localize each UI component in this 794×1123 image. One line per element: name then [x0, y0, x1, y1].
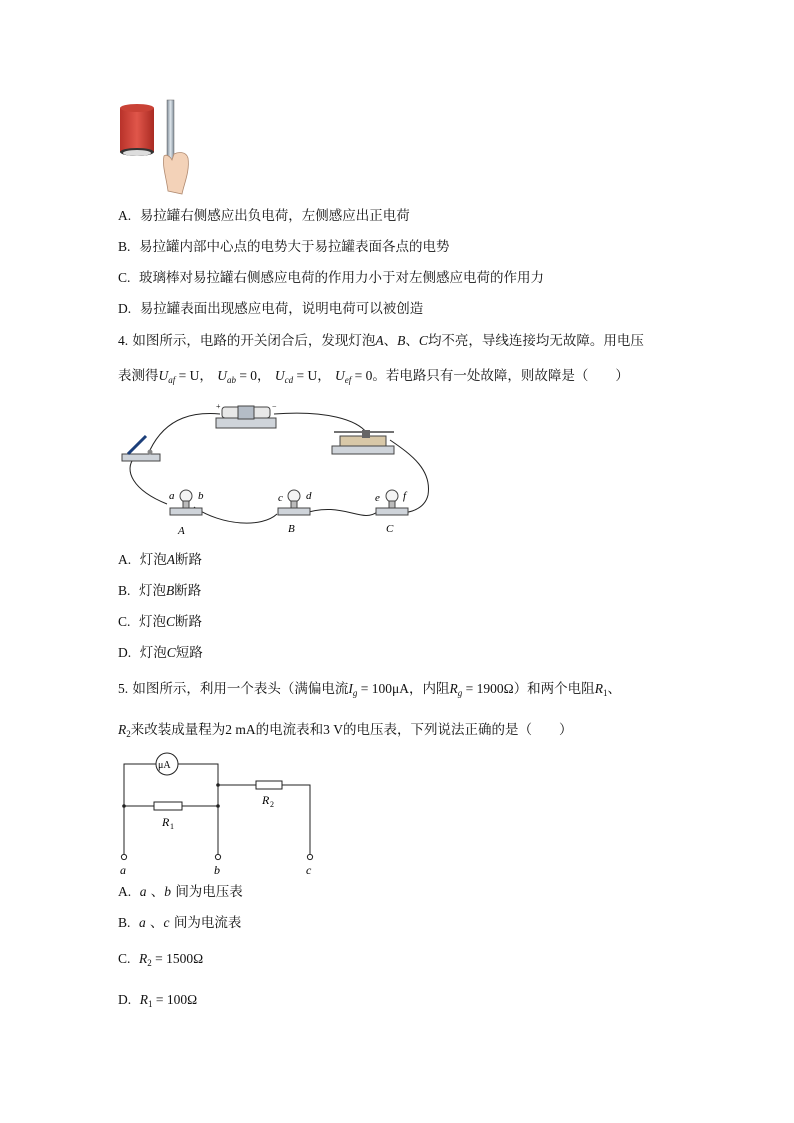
label-e: e: [375, 492, 380, 504]
label-r1-sub: 1: [170, 822, 174, 831]
can-and-rod-figure: [112, 96, 202, 198]
q5-option-d: D. $R_1 = 100\Omega$: [118, 992, 198, 1009]
label-bulb-c: C: [386, 523, 394, 535]
svg-text:+: +: [216, 402, 221, 411]
label-terminal-c: c: [306, 863, 312, 877]
q3-option-c: C. 玻璃棒对易拉罐右侧感应电荷的作用力小于对左侧感应电荷的作用力: [118, 270, 544, 286]
q5-circuit-diagram: [112, 750, 332, 882]
terminal-a: [121, 854, 126, 859]
r2-resistor-shape: [256, 781, 282, 789]
q5-stem-line-1: 5. 如图所示，利用一个表头（满偏电流$I_g = 100\mu A$，内阻$R_g = 1900\Omega$）和两个电阻$R_1$、: [118, 681, 621, 698]
terminal-c: [307, 854, 312, 859]
q4-circuit-figure: [112, 400, 442, 542]
label-r1: R: [162, 815, 170, 829]
microammeter-label: μA: [158, 760, 171, 771]
q5-option-b: B. a 、c 间为电流表: [118, 915, 242, 931]
svg-text:−: −: [272, 402, 277, 411]
battery-shape: [216, 402, 277, 428]
q3-option-b: B. 易拉罐内部中心点的电势大于易拉罐表面各点的电势: [118, 239, 450, 255]
rheostat-shape: [332, 430, 394, 454]
label-b: b: [198, 490, 204, 502]
can-shape: [120, 104, 154, 156]
q4-option-d: D. 灯泡C短路: [118, 645, 203, 661]
q4-wires: [130, 413, 429, 523]
q5-option-a: A. a 、b 间为电压表: [118, 884, 243, 900]
label-a: a: [169, 490, 175, 502]
terminal-b: [215, 854, 220, 859]
r1-resistor-shape: [154, 802, 182, 810]
label-c: c: [278, 492, 283, 504]
q4-stem-line-1: 4. 如图所示，电路的开关闭合后，发现灯泡A、B、C均不亮，导线连接均无故障。用电压: [118, 333, 644, 349]
q4-stem-line-2: 表测得$U_{af} = U$， $U_{ab} = 0$， $U_{cd} = U$， $U_{ef} = 0$。若电路只有一处故障，则故障是（ ）: [118, 368, 629, 385]
label-r2-sub: 2: [270, 800, 274, 809]
q3-option-a: A. 易拉罐右侧感应出负电荷，左侧感应出正电荷: [118, 208, 410, 224]
switch-shape: [122, 436, 160, 461]
label-bulb-b: B: [288, 523, 295, 535]
label-f: f: [403, 490, 407, 502]
q4-option-b: B. 灯泡B断路: [118, 583, 202, 599]
q5-option-c: C. $R_2 = 1500\Omega$: [118, 951, 204, 968]
label-terminal-b: b: [214, 863, 220, 877]
q5-stem-line-2: $R_2$来改装成量程为2 mA的电流表和3 V的电压表，下列说法正确的是（ ）: [118, 722, 573, 739]
q4-option-c: C. 灯泡C断路: [118, 614, 202, 630]
label-d: d: [306, 490, 312, 502]
hand-shape: [163, 153, 188, 194]
q5-wires: [124, 764, 310, 854]
label-bulb-a: A: [178, 525, 185, 537]
q3-option-d: D. 易拉罐表面出现感应电荷，说明电荷可以被创造: [118, 301, 424, 317]
label-r2: R: [262, 793, 270, 807]
label-terminal-a: a: [120, 863, 126, 877]
q4-option-a: A. 灯泡A断路: [118, 552, 202, 568]
